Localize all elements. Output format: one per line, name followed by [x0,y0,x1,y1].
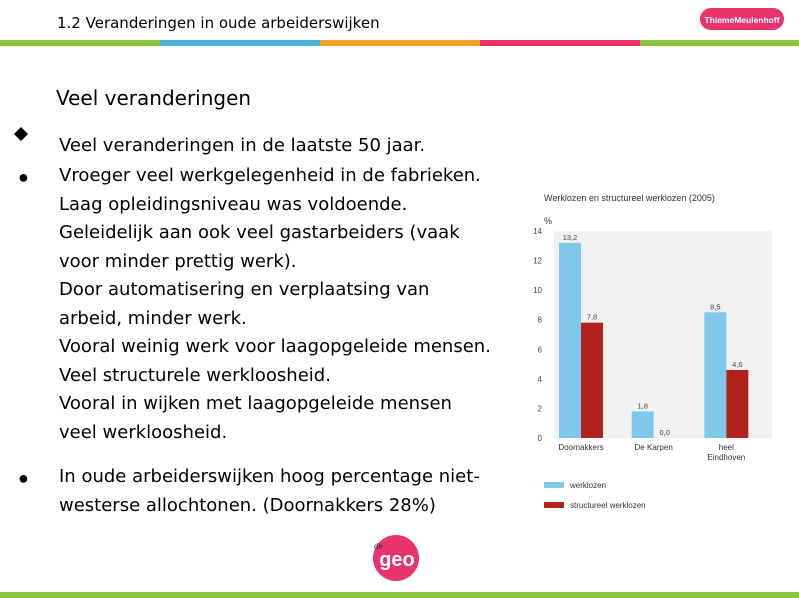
footer-stripe [0,592,799,598]
bullet-line: Door automatisering en verplaatsing van [59,279,430,300]
dot-bullet-icon: ● [18,167,29,187]
bullet-line: Veel veranderingen in de laatste 50 jaar. [59,135,426,156]
bullet-line: voor minder prettig werk). [59,250,297,272]
bar-werklozen [559,243,581,438]
bullet-1 [59,132,519,161]
thiememeulenhoff-logo [700,6,784,32]
de-geo-logo [365,535,427,581]
chart-title: Werklozen en structureel werklozen (2005) [544,193,715,203]
y-tick-label: 0 [537,434,542,443]
logo-text: geo [379,549,415,571]
y-tick-label: 4 [537,374,542,384]
dot-bullet-icon: ● [18,468,29,488]
y-tick-label: 8 [537,315,542,325]
y-tick-label: 2 [537,404,542,414]
bullet-line: Laag opleidingsniveau was voldoende. [59,193,408,215]
data-label: 0,0 [659,428,670,437]
bar-werklozen [632,411,654,438]
x-category-label: Doornakkers [558,443,604,452]
legend-label: werklozen [570,481,607,490]
x-category-label: Eindhoven [707,453,746,462]
legend-swatch [544,482,564,488]
bullet-3 [59,463,519,520]
data-label: 1,8 [637,401,648,411]
x-category-label: De Karpen [634,443,673,452]
data-label: 13,2 [562,232,578,242]
bullet-line: Geleidelijk aan ook veel gastarbeiders (vaak [59,222,460,243]
diamond-bullet-icon [14,127,28,141]
bullet-line: westerse allochtonen. (Doornakkers 28%) [59,494,436,516]
data-label: 8,5 [710,302,721,312]
bullet-line: Vroeger veel werkgelegenheid in de fabrieken. [59,165,481,186]
legend-label: structureel werklozen [570,501,646,510]
bar-structureel-werklozen [726,370,748,438]
bullet-line: Vooral in wijken met laagopgeleide mensen [59,393,452,414]
data-label: 4,6 [732,359,743,369]
bullet-line: Vooral weinig werk voor laagopgeleide mensen. [59,336,491,357]
bullet-line: veel werkloosheid. [59,421,228,443]
bullet-line: Veel structurele werkloosheid. [59,364,331,386]
unemployment-bar-chart [510,186,780,516]
y-tick-label: 14 [533,227,542,236]
header-stripe [0,40,799,46]
bar-structureel-werklozen [581,323,603,438]
slide-heading: Veel veranderingen [56,86,252,110]
y-tick-label: 6 [537,345,542,355]
logo-prefix: de [374,542,383,551]
y-tick-label: 10 [533,286,542,296]
bullet-line: arbeid, minder werk. [59,307,247,329]
y-axis-label: % [544,216,553,226]
bar-werklozen [704,312,726,438]
legend-swatch [544,502,564,508]
data-label: 7,8 [586,312,598,322]
bullet-line: In oude arbeiderswijken hoog percentage niet- [59,466,480,487]
x-category-label: heel [718,443,734,452]
y-tick-label: 12 [533,256,542,266]
bullet-2 [59,162,519,447]
slide-header-title: 1.2 Veranderingen in oude arbeiderswijken [57,14,380,32]
brand-text: ThiemeMeulenhoff [704,15,780,25]
